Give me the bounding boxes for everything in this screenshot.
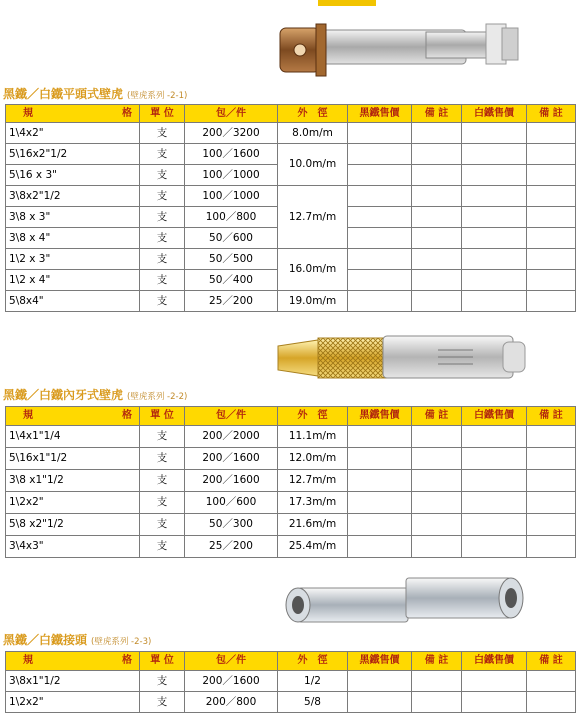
- black-price-cell: [348, 270, 412, 291]
- unit-cell: 支: [140, 692, 185, 713]
- unit-cell: 支: [140, 426, 185, 448]
- unit-cell: 支: [140, 186, 185, 207]
- table-row: [6, 536, 576, 558]
- remark-cell: [412, 249, 462, 270]
- spec-cell: 3\8x1"1/2: [6, 671, 140, 692]
- spec-cell: 1\2 x 3": [6, 249, 140, 270]
- remark-cell: [412, 123, 462, 144]
- remark-cell: [412, 144, 462, 165]
- black-price-cell: [348, 228, 412, 249]
- col-header-white-price: 白鐵售價: [462, 652, 527, 671]
- remark-cell: [412, 207, 462, 228]
- white-price-cell: [462, 291, 527, 312]
- remark-cell: [527, 470, 576, 492]
- remark-cell: [412, 186, 462, 207]
- remark-cell: [412, 426, 462, 448]
- remark-cell: [527, 448, 576, 470]
- remark-cell: [527, 207, 576, 228]
- table-row: [6, 448, 576, 470]
- unit-cell: 支: [140, 492, 185, 514]
- black-price-cell: [348, 448, 412, 470]
- remark-cell: [527, 144, 576, 165]
- col-header-remark: 備 註: [412, 105, 462, 123]
- unit-cell: 支: [140, 249, 185, 270]
- pack-cell: 200／800: [185, 692, 278, 713]
- black-price-cell: [348, 470, 412, 492]
- remark-cell: [412, 228, 462, 249]
- col-header-remark: 備 註: [527, 407, 576, 426]
- unit-cell: 支: [140, 228, 185, 249]
- table-row: [6, 144, 576, 165]
- col-header-diameter: 外 徑: [278, 652, 348, 671]
- unit-cell: 支: [140, 470, 185, 492]
- internal-thread-anchor-table: [5, 406, 576, 558]
- black-price-cell: [348, 536, 412, 558]
- white-price-cell: [462, 165, 527, 186]
- diameter-cell: 21.6m/m: [278, 514, 348, 536]
- remark-cell: [527, 291, 576, 312]
- col-header-pack: 包／件: [185, 105, 278, 123]
- table-header-row: [6, 407, 576, 426]
- table-header-row: [6, 652, 576, 671]
- spec-cell: 1\4x1"1/4: [6, 426, 140, 448]
- remark-cell: [412, 671, 462, 692]
- table-row: [6, 470, 576, 492]
- remark-cell: [527, 492, 576, 514]
- diameter-cell: 11.1m/m: [278, 426, 348, 448]
- spec-cell: 3\8 x1"1/2: [6, 470, 140, 492]
- white-price-cell: [462, 426, 527, 448]
- remark-cell: [412, 514, 462, 536]
- flat-head-anchor-table: [5, 104, 576, 312]
- black-price-cell: [348, 249, 412, 270]
- white-price-cell: [462, 492, 527, 514]
- black-price-cell: [348, 692, 412, 713]
- pack-cell: 200／3200: [185, 123, 278, 144]
- spec-cell: 5\8x4": [6, 291, 140, 312]
- spec-cell: 1\2x2": [6, 692, 140, 713]
- spec-cell: 1\2x2": [6, 492, 140, 514]
- spec-cell: 3\4x3": [6, 536, 140, 558]
- remark-cell: [527, 671, 576, 692]
- white-price-cell: [462, 228, 527, 249]
- pack-cell: 50／300: [185, 514, 278, 536]
- black-price-cell: [348, 207, 412, 228]
- pack-cell: 50／400: [185, 270, 278, 291]
- col-header-unit: 單 位: [140, 105, 185, 123]
- table-row: [6, 692, 576, 713]
- pack-cell: 200／1600: [185, 671, 278, 692]
- unit-cell: 支: [140, 291, 185, 312]
- internal-thread-anchor-image: [268, 328, 538, 388]
- col-header-black-price: 黑鐵售價: [348, 105, 412, 123]
- section-title-internal-thread: 黑鐵／白鐵內牙式壁虎 (壁虎系列 -2-2): [3, 388, 188, 402]
- coupling-nut-image: [280, 574, 530, 632]
- diameter-cell: 1/2: [278, 671, 348, 692]
- spec-cell: 5\8 x2"1/2: [6, 514, 140, 536]
- table-row: [6, 186, 576, 207]
- table-row: [6, 291, 576, 312]
- pack-cell: 100／800: [185, 207, 278, 228]
- col-header-black-price: 黑鐵售價: [348, 652, 412, 671]
- remark-cell: [527, 249, 576, 270]
- unit-cell: 支: [140, 123, 185, 144]
- white-price-cell: [462, 249, 527, 270]
- col-header-unit: 單 位: [140, 652, 185, 671]
- unit-cell: 支: [140, 165, 185, 186]
- col-header-remark: 備 註: [527, 105, 576, 123]
- remark-cell: [412, 448, 462, 470]
- black-price-cell: [348, 426, 412, 448]
- pack-cell: 200／1600: [185, 470, 278, 492]
- col-header-spec: 規 格: [6, 407, 140, 426]
- white-price-cell: [462, 470, 527, 492]
- spec-cell: 3\8 x 3": [6, 207, 140, 228]
- remark-cell: [527, 165, 576, 186]
- pack-cell: 50／600: [185, 228, 278, 249]
- table-row: [6, 671, 576, 692]
- diameter-cell: 5/8: [278, 692, 348, 713]
- col-header-white-price: 白鐵售價: [462, 407, 527, 426]
- white-price-cell: [462, 692, 527, 713]
- remark-cell: [412, 470, 462, 492]
- remark-cell: [527, 123, 576, 144]
- diameter-cell: 12.0m/m: [278, 448, 348, 470]
- diameter-cell: 19.0m/m: [278, 291, 348, 312]
- top-accent-bar: [318, 0, 376, 6]
- black-price-cell: [348, 671, 412, 692]
- remark-cell: [412, 492, 462, 514]
- section-title-coupling: 黑鐵／白鐵接頭 (壁虎系列 -2-3): [3, 633, 152, 647]
- remark-cell: [412, 536, 462, 558]
- spec-cell: 5\16 x 3": [6, 165, 140, 186]
- white-price-cell: [462, 448, 527, 470]
- remark-cell: [412, 165, 462, 186]
- col-header-remark: 備 註: [527, 652, 576, 671]
- black-price-cell: [348, 123, 412, 144]
- spec-cell: 3\8x2"1/2: [6, 186, 140, 207]
- diameter-cell: 10.0m/m: [278, 144, 348, 186]
- remark-cell: [527, 514, 576, 536]
- remark-cell: [412, 270, 462, 291]
- white-price-cell: [462, 270, 527, 291]
- diameter-cell: 16.0m/m: [278, 249, 348, 291]
- pack-cell: 50／500: [185, 249, 278, 270]
- pack-cell: 100／1000: [185, 165, 278, 186]
- pack-cell: 100／600: [185, 492, 278, 514]
- section-title-flat-head: 黑鐵／白鐵平頭式壁虎 (壁虎系列 -2-1): [3, 87, 188, 101]
- remark-cell: [527, 692, 576, 713]
- diameter-cell: 12.7m/m: [278, 186, 348, 249]
- spec-cell: 5\16x2"1/2: [6, 144, 140, 165]
- col-header-remark: 備 註: [412, 407, 462, 426]
- col-header-diameter: 外 徑: [278, 105, 348, 123]
- pack-cell: 25／200: [185, 291, 278, 312]
- col-header-unit: 單 位: [140, 407, 185, 426]
- table-row: [6, 123, 576, 144]
- unit-cell: 支: [140, 207, 185, 228]
- col-header-pack: 包／件: [185, 407, 278, 426]
- col-header-spec: 規 格: [6, 105, 140, 123]
- spec-cell: 1\2 x 4": [6, 270, 140, 291]
- pack-cell: 100／1000: [185, 186, 278, 207]
- black-price-cell: [348, 291, 412, 312]
- unit-cell: 支: [140, 514, 185, 536]
- col-header-pack: 包／件: [185, 652, 278, 671]
- flat-head-anchor-image: [276, 10, 526, 85]
- white-price-cell: [462, 514, 527, 536]
- unit-cell: 支: [140, 270, 185, 291]
- white-price-cell: [462, 123, 527, 144]
- table-row: [6, 426, 576, 448]
- black-price-cell: [348, 165, 412, 186]
- table-row: [6, 492, 576, 514]
- remark-cell: [412, 291, 462, 312]
- spec-cell: 1\4x2": [6, 123, 140, 144]
- pack-cell: 200／1600: [185, 448, 278, 470]
- unit-cell: 支: [140, 671, 185, 692]
- spec-cell: 3\8 x 4": [6, 228, 140, 249]
- table-row: [6, 514, 576, 536]
- white-price-cell: [462, 536, 527, 558]
- white-price-cell: [462, 186, 527, 207]
- diameter-cell: 8.0m/m: [278, 123, 348, 144]
- remark-cell: [527, 186, 576, 207]
- col-header-diameter: 外 徑: [278, 407, 348, 426]
- diameter-cell: 17.3m/m: [278, 492, 348, 514]
- unit-cell: 支: [140, 144, 185, 165]
- col-header-remark: 備 註: [412, 652, 462, 671]
- remark-cell: [527, 426, 576, 448]
- table-header-row: [6, 105, 576, 123]
- col-header-spec: 規 格: [6, 652, 140, 671]
- remark-cell: [527, 536, 576, 558]
- pack-cell: 200／2000: [185, 426, 278, 448]
- black-price-cell: [348, 144, 412, 165]
- remark-cell: [527, 228, 576, 249]
- remark-cell: [412, 692, 462, 713]
- diameter-cell: 12.7m/m: [278, 470, 348, 492]
- remark-cell: [527, 270, 576, 291]
- white-price-cell: [462, 144, 527, 165]
- pack-cell: 25／200: [185, 536, 278, 558]
- black-price-cell: [348, 492, 412, 514]
- table-row: [6, 249, 576, 270]
- spec-cell: 5\16x1"1/2: [6, 448, 140, 470]
- coupling-table: [5, 651, 576, 713]
- pack-cell: 100／1600: [185, 144, 278, 165]
- unit-cell: 支: [140, 448, 185, 470]
- col-header-white-price: 白鐵售價: [462, 105, 527, 123]
- unit-cell: 支: [140, 536, 185, 558]
- black-price-cell: [348, 186, 412, 207]
- black-price-cell: [348, 514, 412, 536]
- diameter-cell: 25.4m/m: [278, 536, 348, 558]
- white-price-cell: [462, 207, 527, 228]
- white-price-cell: [462, 671, 527, 692]
- col-header-black-price: 黑鐵售價: [348, 407, 412, 426]
